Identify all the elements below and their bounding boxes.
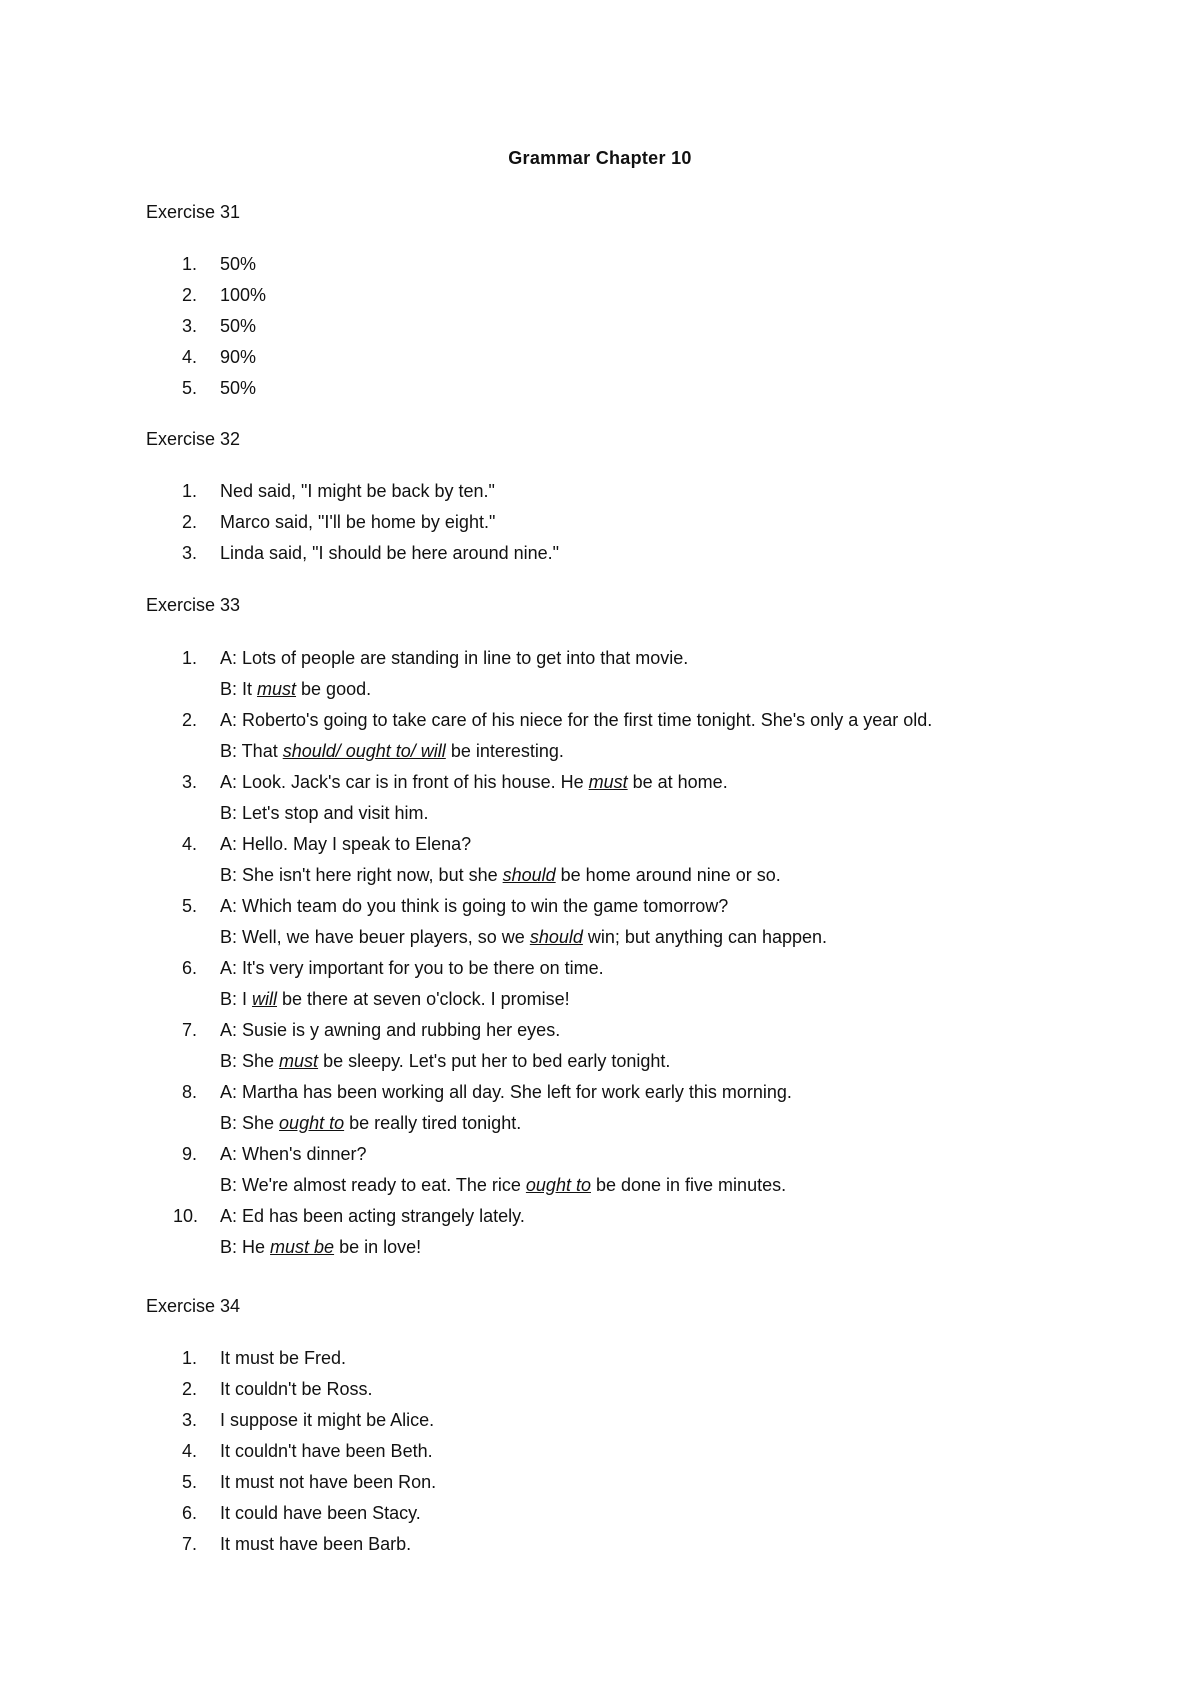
item-number: 1.	[182, 481, 198, 501]
dialogue-item	[146, 643, 932, 705]
item-number: 6.	[182, 1503, 198, 1523]
line-b: B: Let's stop and visit him.	[220, 803, 429, 823]
item-text: It could have been Stacy.	[220, 1503, 421, 1523]
line-b-end: be done in five minutes.	[590, 1175, 787, 1195]
item-number: 4.	[182, 347, 198, 367]
line-b-end: be in love!	[334, 1237, 422, 1257]
line-b-start: B: It	[220, 679, 258, 699]
dialogue-item	[146, 1139, 932, 1201]
line-b	[220, 1108, 932, 1139]
list-item	[146, 538, 559, 569]
list-item	[146, 1405, 436, 1436]
exercise-34-list	[146, 1343, 436, 1560]
list-item	[146, 342, 266, 373]
line-b-end: win; but anything can happen.	[582, 927, 828, 947]
list-item	[146, 1374, 436, 1405]
item-text: 50%	[220, 316, 257, 336]
line-b-end: be there at seven o'clock. I promise!	[277, 989, 570, 1009]
modal-answer: ought to	[525, 1175, 591, 1195]
item-number: 10.	[173, 1206, 199, 1226]
item-number: 2.	[182, 512, 198, 532]
item-text: Marco said, "I'll be home by eight."	[220, 512, 496, 532]
modal-answer: must be	[270, 1237, 335, 1257]
line-b-start: B: I	[220, 989, 253, 1009]
modal-answer: must	[588, 772, 628, 792]
list-item	[146, 507, 559, 538]
item-number: 4.	[182, 834, 198, 854]
line-b	[220, 674, 932, 705]
dialogue-item	[146, 705, 932, 767]
line-b-end: be good.	[296, 679, 372, 699]
line-b	[220, 1046, 932, 1077]
modal-answer: will	[252, 989, 278, 1009]
exercise-31-heading: Exercise 31	[146, 202, 241, 222]
item-number: 2.	[182, 285, 198, 305]
item-number: 5.	[182, 896, 198, 916]
exercise-33-list	[146, 643, 932, 1263]
item-text: It couldn't be Ross.	[220, 1379, 373, 1399]
line-a: A: Ed has been acting strangely lately.	[220, 1206, 525, 1226]
item-text: 100%	[220, 285, 267, 305]
line-a: A: Which team do you think is going to win the game tomorrow?	[220, 896, 729, 916]
item-text: Linda said, "I should be here around nine."	[220, 543, 560, 563]
item-number: 2.	[182, 1379, 198, 1399]
exercise-32-list	[146, 476, 559, 569]
line-b-start: B: He	[220, 1237, 271, 1257]
item-text: 90%	[220, 347, 257, 367]
line-a: A: It's very important for you to be there on time.	[220, 958, 604, 978]
modal-answer: should	[529, 927, 583, 947]
list-item	[146, 280, 266, 311]
item-number: 1.	[182, 254, 198, 274]
modal-answer: ought to	[279, 1113, 345, 1133]
line-b	[220, 1170, 932, 1201]
item-number: 9.	[182, 1144, 198, 1164]
line-b-start: B: Well, we have beuer players, so we	[220, 927, 530, 947]
item-number: 5.	[182, 1472, 198, 1492]
list-item	[146, 1436, 436, 1467]
item-number: 1.	[182, 648, 198, 668]
line-a: A: Lots of people are standing in line to get into that movie.	[220, 648, 689, 668]
item-number: 1.	[182, 1348, 198, 1368]
item-number: 3.	[182, 543, 198, 563]
list-item	[146, 1467, 436, 1498]
list-item	[146, 249, 266, 280]
line-b	[220, 860, 932, 891]
list-item	[146, 373, 266, 404]
exercise-31-list	[146, 249, 266, 404]
item-text: It must be Fred.	[220, 1348, 347, 1368]
item-number: 2.	[182, 710, 198, 730]
line-a-start: A: Look. Jack's car is in front of his house. He	[220, 772, 589, 792]
modal-answer: should/ ought to/ will	[282, 741, 446, 761]
line-a: A: Martha has been working all day. She left for work early this morning.	[220, 1082, 792, 1102]
list-item	[146, 1343, 436, 1374]
page-title: Grammar Chapter 10	[508, 148, 692, 168]
line-b-start: B: We're almost ready to eat. The rice	[220, 1175, 526, 1195]
modal-answer: must	[257, 679, 297, 699]
item-text: It couldn't have been Beth.	[220, 1441, 433, 1461]
line-a-end: be at home.	[627, 772, 728, 792]
dialogue-item	[146, 767, 932, 829]
item-text: I suppose it might be Alice.	[220, 1410, 435, 1430]
line-b-end: be really tired tonight.	[344, 1113, 522, 1133]
line-b-end: be interesting.	[445, 741, 564, 761]
item-number: 3.	[182, 772, 198, 792]
line-b	[220, 1232, 932, 1263]
item-text: It must have been Barb.	[220, 1534, 412, 1554]
exercise-33-heading: Exercise 33	[146, 595, 241, 615]
line-b-start: B: She	[220, 1051, 280, 1071]
item-number: 4.	[182, 1441, 198, 1461]
modal-answer: should	[502, 865, 556, 885]
item-number: 7.	[182, 1020, 198, 1040]
line-a: A: Hello. May I speak to Elena?	[220, 834, 472, 854]
item-text: Ned said, "I might be back by ten."	[220, 481, 495, 501]
item-number: 7.	[182, 1534, 198, 1554]
list-item	[146, 311, 266, 342]
list-item	[146, 476, 559, 507]
line-b-start: B: That	[220, 741, 283, 761]
item-text: 50%	[220, 254, 257, 274]
line-a: A: Susie is y awning and rubbing her eyes.	[220, 1020, 561, 1040]
item-text: 50%	[220, 378, 257, 398]
item-number: 5.	[182, 378, 198, 398]
line-b	[220, 736, 932, 767]
line-a	[220, 767, 932, 798]
list-item	[146, 1529, 436, 1560]
modal-answer: must	[279, 1051, 319, 1071]
item-number: 3.	[182, 1410, 198, 1430]
item-text: It must not have been Ron.	[220, 1472, 437, 1492]
dialogue-item	[146, 953, 932, 1015]
item-number: 3.	[182, 316, 198, 336]
list-item	[146, 1498, 436, 1529]
exercise-32-heading: Exercise 32	[146, 429, 241, 449]
line-b-start: B: She isn't here right now, but she	[220, 865, 503, 885]
item-number: 6.	[182, 958, 198, 978]
dialogue-item	[146, 1077, 932, 1139]
line-b	[220, 984, 932, 1015]
dialogue-item	[146, 1015, 932, 1077]
line-b-end: be sleepy. Let's put her to bed early tonight.	[318, 1051, 671, 1071]
dialogue-item	[146, 1201, 932, 1263]
dialogue-item	[146, 829, 932, 891]
item-number: 8.	[182, 1082, 198, 1102]
exercise-34-heading: Exercise 34	[146, 1296, 241, 1316]
line-b	[220, 922, 932, 953]
line-b-start: B: She	[220, 1113, 280, 1133]
line-b-end: be home around nine or so.	[555, 865, 781, 885]
line-a: A: When's dinner?	[220, 1144, 367, 1164]
line-a: A: Roberto's going to take care of his niece for the first time tonight. She's only a year old.	[220, 710, 933, 730]
dialogue-item	[146, 891, 932, 953]
